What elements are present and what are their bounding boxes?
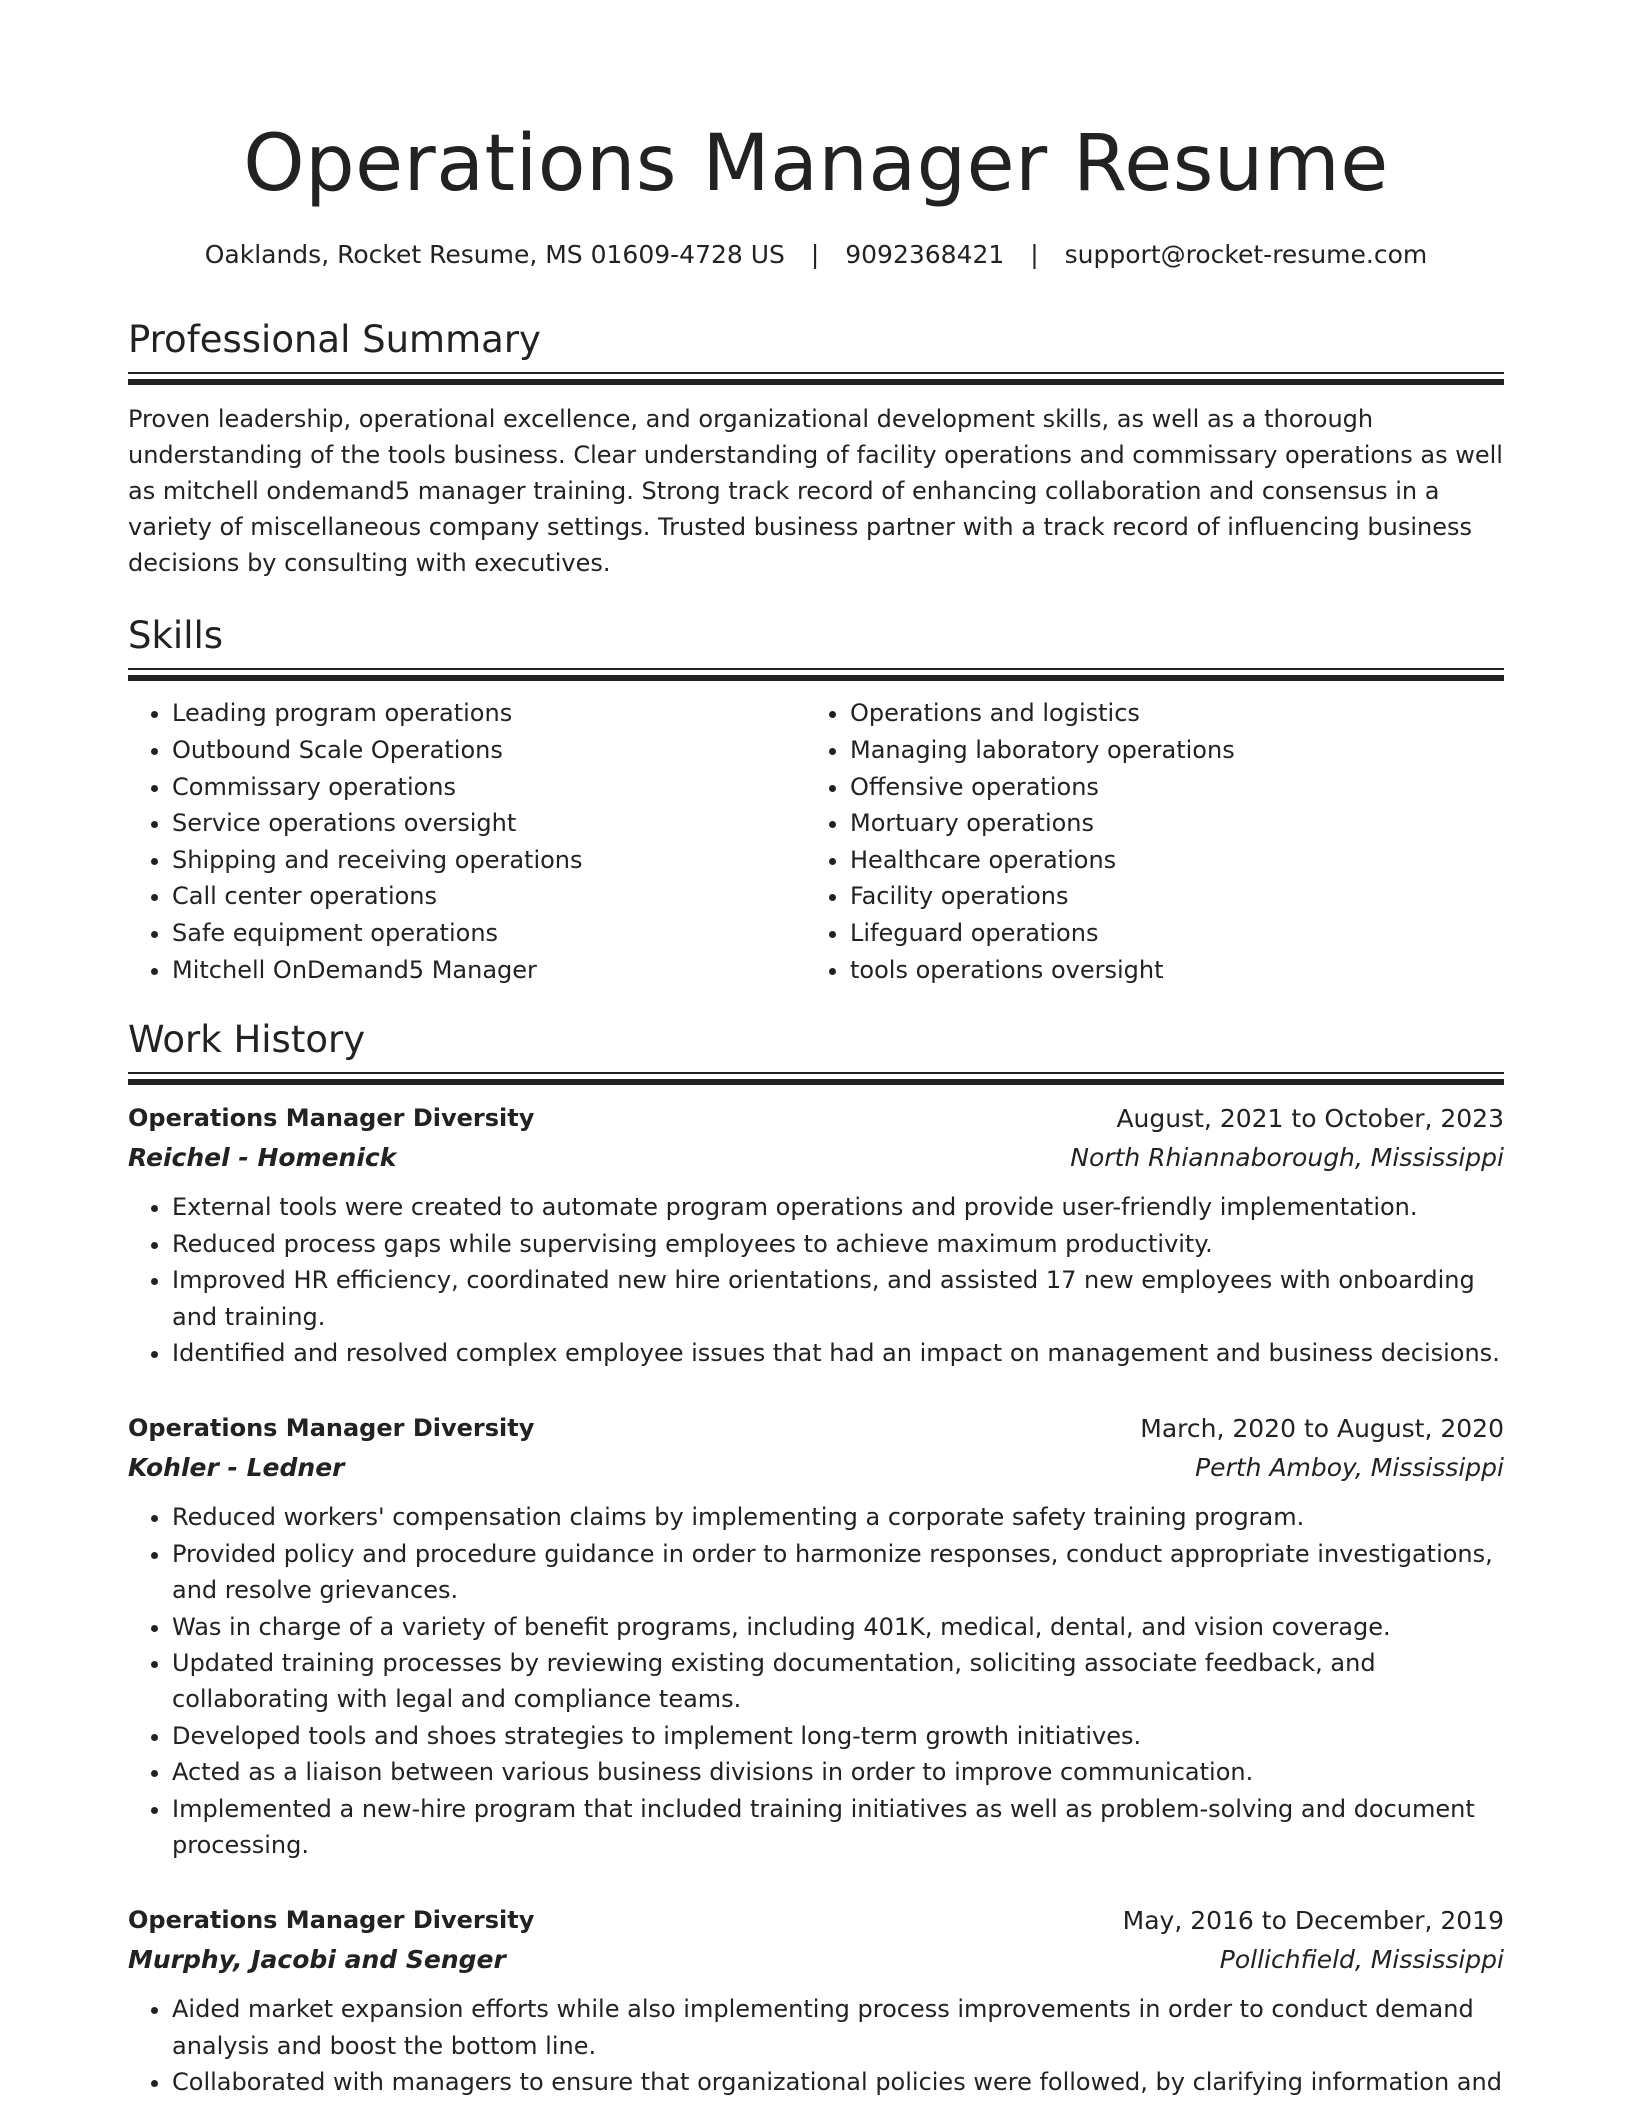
contact-email: support@rocket-resume.com: [1064, 240, 1428, 269]
job-bullet: • Updated training processes by reviewing existing documentation, soliciting associate feedback, and collaborating with legal and compliance teams.: [172, 1645, 1504, 1718]
job-title: Operations Manager Diversity: [128, 1414, 535, 1443]
job-bullets: [128, 1189, 1504, 1371]
job-entry: [128, 1409, 1504, 1863]
contact-phone: 9092368421: [845, 240, 1005, 269]
skill-item: • Lifeguard operations: [850, 915, 1484, 952]
job-company-row: [128, 1940, 1504, 1979]
job-location: Perth Amboy, Mississippi: [1195, 1453, 1504, 1483]
summary-text: Proven leadership, operational excellence, and organizational development skills, as well as a thorough understanding of the tools business. Clear understanding of facility operations and commissary operations as well as mitchell ondemand5 manager training. Strong track record of enhancing collaboration and consensus in a variety of miscellaneous company settings. Trusted business partner with a track record of influencing business decisions by consulting with executives.: [128, 405, 1503, 578]
contact-address: Oaklands, Rocket Resume, MS 01609-4728 US: [204, 240, 785, 269]
contact-line: [128, 240, 1504, 270]
skill-item: • Healthcare operations: [850, 842, 1484, 879]
job-header-row: [128, 1099, 1504, 1138]
skill-item: • Mitchell OnDemand5 Manager: [172, 952, 806, 989]
job-company: Murphy, Jacobi and Senger: [128, 1945, 506, 1975]
job-bullet: • External tools were created to automate program operations and provide user-friendly implementation.: [172, 1189, 1504, 1225]
job-entry: [128, 1099, 1504, 1371]
job-dates: March, 2020 to August, 2020: [1140, 1414, 1504, 1444]
job-bullet: • Aided market expansion efforts while also implementing process improvements in order to conduct demand analysis and boost the bottom line.: [172, 1991, 1504, 2064]
section-divider: [128, 668, 1504, 681]
job-bullet: • Improved HR efficiency, coordinated new hire orientations, and assisted 17 new employees with onboarding and training.: [172, 1262, 1504, 1335]
skills-list-left: [128, 695, 806, 988]
summary-heading: Professional Summary: [128, 318, 541, 361]
skill-item: • Call center operations: [172, 878, 806, 915]
job-title: Operations Manager Diversity: [128, 1104, 535, 1133]
section-divider: [128, 1072, 1504, 1085]
job-bullet: • Implemented a new-hire program that included training initiatives as well as problem-solving and document processing.: [172, 1791, 1504, 1864]
skill-item: • Outbound Scale Operations: [172, 732, 806, 769]
work-history-section: [128, 1018, 1504, 2101]
job-location: North Rhiannaborough, Mississippi: [1070, 1143, 1504, 1173]
skills-list-right: [806, 695, 1484, 988]
skill-item: • Safe equipment operations: [172, 915, 806, 952]
skill-item: • Operations and logistics: [850, 695, 1484, 732]
skill-item: • tools operations oversight: [850, 952, 1484, 989]
job-header-row: [128, 1409, 1504, 1448]
skill-item: • Facility operations: [850, 878, 1484, 915]
job-company-row: [128, 1138, 1504, 1177]
job-bullet: • Developed tools and shoes strategies to implement long-term growth initiatives.: [172, 1718, 1504, 1754]
skill-item: • Commissary operations: [172, 769, 806, 806]
job-bullets: [128, 1499, 1504, 1863]
job-bullets: [128, 1991, 1504, 2100]
section-divider: [128, 372, 1504, 385]
skill-item: • Service operations oversight: [172, 805, 806, 842]
job-bullet: • Reduced process gaps while supervising employees to achieve maximum productivity.: [172, 1226, 1504, 1262]
skills-heading: Skills: [128, 614, 224, 657]
skill-item: • Shipping and receiving operations: [172, 842, 806, 879]
job-bullet: • Was in charge of a variety of benefit programs, including 401K, medical, dental, and vision coverage.: [172, 1609, 1504, 1645]
job-dates: May, 2016 to December, 2019: [1122, 1906, 1504, 1936]
job-bullet: • Acted as a liaison between various business divisions in order to improve communication.: [172, 1754, 1504, 1790]
job-location: Pollichfield, Mississippi: [1219, 1945, 1504, 1975]
skill-item: • Offensive operations: [850, 769, 1484, 806]
work-history-heading: Work History: [128, 1018, 366, 1061]
skill-item: • Leading program operations: [172, 695, 806, 732]
contact-separator: |: [1030, 240, 1039, 269]
summary-section: [128, 318, 1504, 581]
job-entry: [128, 1901, 1504, 2100]
job-company: Kohler - Ledner: [128, 1453, 345, 1483]
job-title: Operations Manager Diversity: [128, 1906, 535, 1935]
job-header-row: [128, 1901, 1504, 1940]
job-dates: August, 2021 to October, 2023: [1116, 1104, 1504, 1134]
job-bullet: • Reduced workers' compensation claims by implementing a corporate safety training program.: [172, 1499, 1504, 1535]
job-bullet: • Identified and resolved complex employee issues that had an impact on management and business decisions.: [172, 1335, 1504, 1371]
job-bullet: • Collaborated with managers to ensure that organizational policies were followed, by clarifying information and: [172, 2064, 1504, 2100]
skill-item: • Managing laboratory operations: [850, 732, 1484, 769]
skills-section: [128, 614, 1504, 988]
job-bullet: • Provided policy and procedure guidance in order to harmonize responses, conduct appropriate investigations, and resolve grievances.: [172, 1536, 1504, 1609]
page-title: Operations Manager Resume: [243, 119, 1389, 209]
skills-grid: [128, 695, 1504, 988]
contact-separator: |: [810, 240, 820, 269]
skill-item: • Mortuary operations: [850, 805, 1484, 842]
job-company-row: [128, 1448, 1504, 1487]
job-company: Reichel - Homenick: [128, 1143, 397, 1173]
